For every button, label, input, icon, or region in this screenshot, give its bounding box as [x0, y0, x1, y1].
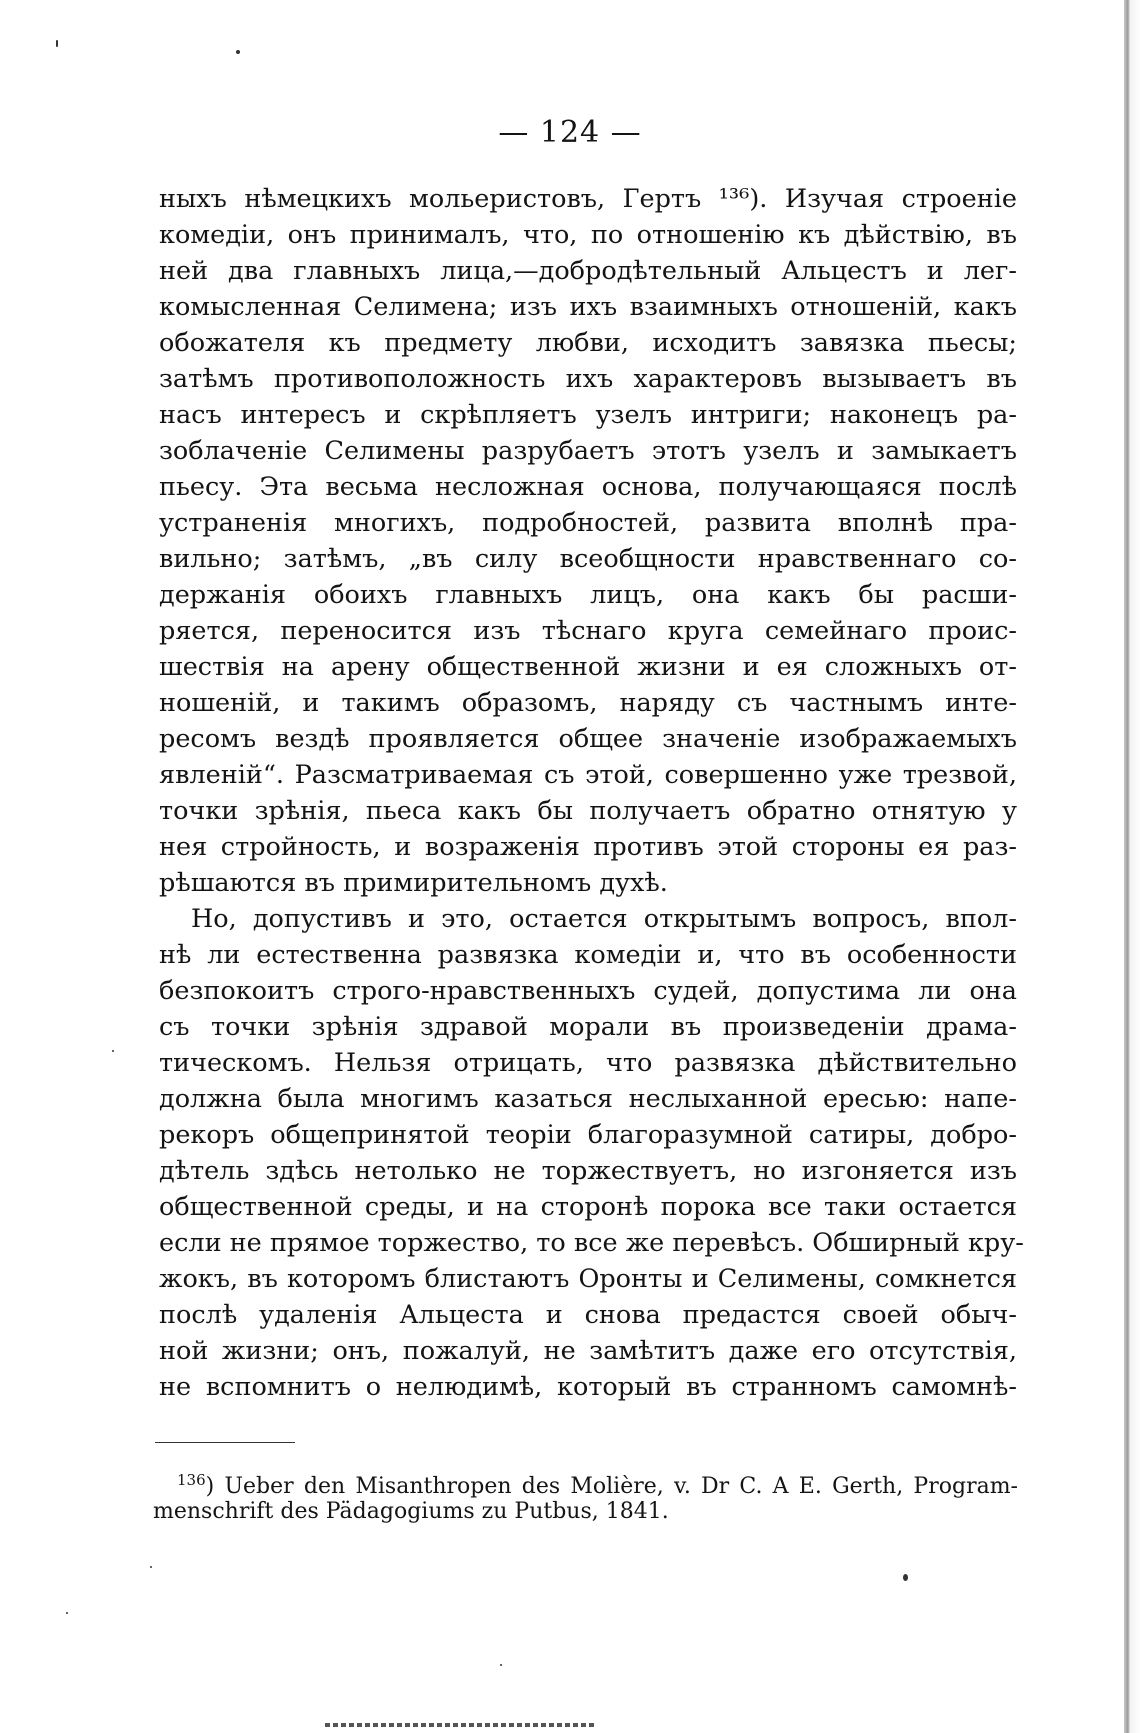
scan-speck [112, 1050, 114, 1052]
footnote [153, 1464, 1018, 1528]
text-line: ней два главныхъ лица,—добродѣтельный Альцестъ и лег- [159, 256, 1017, 286]
text-line: ныхъ нѣмецкихъ мольеристовъ, Гертъ ¹³⁶). Изучая строеніе [159, 184, 1017, 214]
text-line: явленій“. Разсматриваемая съ этой, совершенно уже трезвой, [159, 760, 1017, 790]
scan-speck [500, 1664, 502, 1666]
text-line: послѣ удаленія Альцеста и снова предастся своей обыч- [159, 1300, 1017, 1330]
text-line: рѣшаются въ примирительномъ духѣ. [159, 868, 668, 898]
footnote-text: ) Ueber den Misanthropen des Molière, v. Dr C. A E. Gerth, Program- [205, 1474, 1018, 1499]
text-line: рекоръ общепринятой теоріи благоразумной сатиры, добро- [159, 1120, 1017, 1150]
text-line: не вспомнитъ о нелюдимѣ, который въ странномъ самомнѣ- [159, 1372, 1017, 1402]
scan-speck [903, 1574, 908, 1581]
scan-speck [150, 1566, 152, 1568]
text-line: дѣтель здѣсь нетолько не торжествуетъ, но изгоняется изъ [159, 1156, 1017, 1186]
text-line: тическомъ. Нельзя отрицать, что развязка дѣйствительно [159, 1048, 1017, 1078]
text-line: нея стройность, и возраженія противъ этой стороны ея раз- [159, 832, 1017, 862]
main-text [159, 181, 1024, 1405]
footnote-line [153, 1464, 1018, 1499]
footnote-marker: 136 [177, 1471, 206, 1489]
text-line: нѣ ли естественна развязка комедіи и, что въ особенности [159, 940, 1017, 970]
text-line: обожателя къ предмету любви, исходитъ завязка пьесы; [159, 328, 1017, 358]
text-line: если не прямое торжество, то все же перевѣсъ. Обширный кру- [159, 1228, 1024, 1258]
text-line: ряется, переносится изъ тѣснаго круга семейнаго проис- [159, 616, 1017, 646]
text-line: должна была многимъ казаться неслыханной ересью: напе- [159, 1084, 1017, 1114]
scan-speck [66, 1612, 68, 1614]
text-line: общественной среды, и на сторонѣ порока все таки остается [159, 1192, 1017, 1222]
text-line: вильно; затѣмъ, „въ силу всеобщности нравственнаго со- [159, 544, 1017, 574]
text-line: ношеній, и такимъ образомъ, наряду съ частнымъ инте- [159, 688, 1017, 718]
text-line: безпокоитъ строго-нравственныхъ судей, допустима ли она [159, 976, 1017, 1006]
text-line: шествія на арену общественной жизни и ея сложныхъ от- [159, 652, 1017, 682]
text-line: жокъ, въ которомъ блистаютъ Оронты и Селимены, сомкнется [159, 1264, 1017, 1294]
text-line: устраненія многихъ, подробностей, развита вполнѣ пра- [159, 508, 1017, 538]
paragraph-2 [159, 901, 1024, 1405]
text-line: ной жизни; онъ, пожалуй, не замѣтитъ даже его отсутствія, [159, 1336, 1017, 1366]
text-line: комысленная Селимена; изъ ихъ взаимныхъ отношеній, какъ [159, 292, 1017, 322]
text-line: держанія обоихъ главныхъ лицъ, она какъ бы расши- [159, 580, 1017, 610]
text-line: Но, допустивъ и это, остается открытымъ вопросъ, впол- [191, 904, 1017, 934]
footnote-divider [155, 1442, 295, 1443]
text-line: пьесу. Эта весьма несложная основа, получающаяся послѣ [159, 472, 1017, 502]
scan-speck [56, 40, 58, 47]
text-line: съ точки зрѣнія здравой морали въ произведеніи драма- [159, 1012, 1017, 1042]
text-line: зоблаченіе Селимены разрубаетъ этотъ узелъ и замыкаетъ [159, 436, 1017, 466]
page-edge-shadow [1124, 0, 1140, 1733]
paragraph-1 [159, 181, 1017, 901]
text-line: точки зрѣнія, пьеса какъ бы получаетъ обратно отнятую у [159, 796, 1017, 826]
scan-speck [236, 50, 240, 54]
footnote-line: menschrift des Pädagogiums zu Putbus, 1841. [153, 1499, 669, 1524]
page-number: — 124 — [498, 115, 642, 150]
text-line: ресомъ вездѣ проявляется общее значеніе изображаемыхъ [159, 724, 1017, 754]
scan-artifact-band [325, 1723, 595, 1727]
text-line: затѣмъ противоположность ихъ характеровъ вызываетъ въ [159, 364, 1017, 394]
text-line: комедіи, онъ принималъ, что, по отношенію къ дѣйствію, въ [159, 220, 1017, 250]
text-line: насъ интересъ и скрѣпляетъ узелъ интриги; наконецъ ра- [159, 400, 1017, 430]
